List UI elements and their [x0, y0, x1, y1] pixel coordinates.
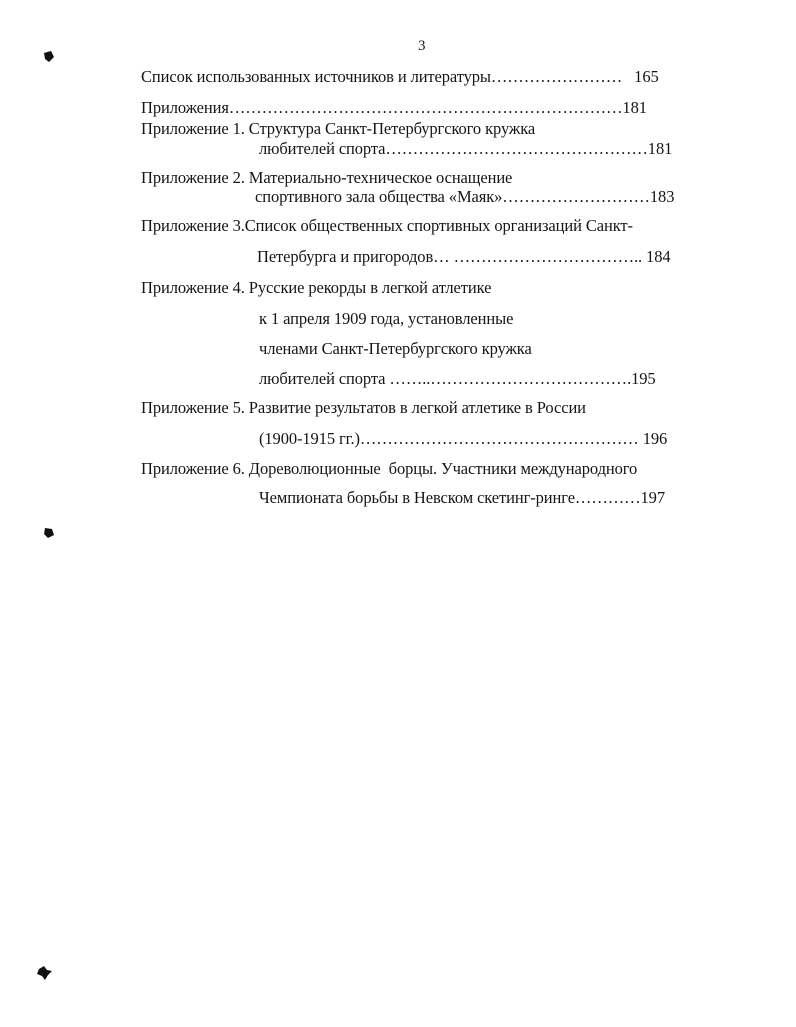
toc-appendix-2-cont: спортивного зала общества «Маяк»………………………183 — [255, 187, 675, 206]
binding-mark-top — [42, 50, 56, 64]
toc-appendix-1-cont: любителей спорта…………………………………………181 — [259, 139, 673, 158]
toc-sources: Список использованных источников и литературы…………………… 165 — [141, 67, 659, 86]
toc-appendix-4-cont-3: любителей спорта ……..……………………………….195 — [259, 369, 656, 388]
toc-appendix-3-title: Приложение 3.Список общественных спортивных организаций Санкт- — [141, 216, 633, 235]
toc-appendix-5-cont: (1900-1915 гг.)…………………………………………… 196 — [259, 429, 668, 448]
toc-appendix-2-title: Приложение 2. Материально-техническое оснащение — [141, 168, 513, 187]
toc-appendix-3-cont: Петербурга и пригородов… …………………………….. 184 — [257, 247, 671, 266]
toc-appendix-4-cont-1: к 1 апреля 1909 года, установленные — [259, 309, 514, 328]
toc-appendix-5-title: Приложение 5. Развитие результатов в легкой атлетике в России — [141, 398, 586, 417]
toc-appendix-4-title: Приложение 4. Русские рекорды в легкой атлетике — [141, 278, 492, 297]
toc-appendix-6-cont: Чемпионата борьбы в Невском скетинг-ринге…………197 — [259, 488, 665, 507]
binding-mark-middle — [42, 526, 56, 540]
toc-appendices: Приложения………………………………………………………………181 — [141, 98, 647, 117]
toc-appendix-4-cont-2: членами Санкт-Петербургского кружка — [259, 339, 532, 358]
toc-appendix-6-title: Приложение 6. Дореволюционные борцы. Участники международного — [141, 459, 638, 478]
binding-mark-bottom — [36, 965, 54, 981]
page-number: 3 — [418, 38, 426, 54]
toc-appendix-1-title: Приложение 1. Структура Санкт-Петербургского кружка — [141, 119, 536, 138]
